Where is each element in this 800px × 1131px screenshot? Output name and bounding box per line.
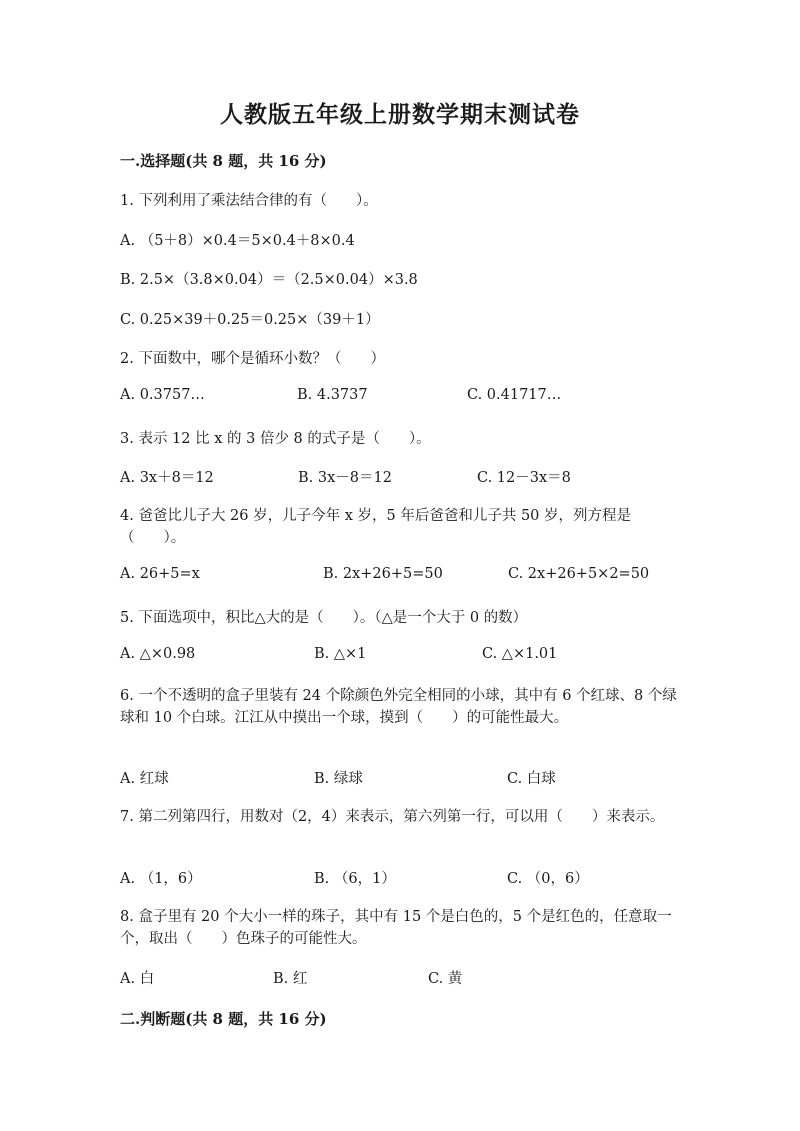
question-1-stem: 1. 下列利用了乘法结合律的有（ ）。 xyxy=(120,193,378,209)
question-7-stem: 7. 第二列第四行，用数对（2，4）来表示，第六列第一行，可以用（ ）来表示。 xyxy=(120,809,665,825)
question-4-options xyxy=(120,566,720,588)
question-5-stem: 5. 下面选项中，积比△大的是（ ）。（△是一个大于 0 的数） xyxy=(120,610,528,626)
question-4-stem: 4. 爸爸比儿子大 26 岁，儿子今年 x 岁，5 年后爸爸和儿子共 50 岁，列方程是（ ）。 xyxy=(120,508,632,546)
question-2-options xyxy=(120,387,720,409)
question-4-option-c: C. 2x+26+5×2=50 xyxy=(508,566,650,582)
question-6-stem: 6. 一个不透明的盒子里装有 24 个除颜色外完全相同的小球，其中有 6 个红球、8 个绿球和 10 个白球。江江从中摸出一个球，摸到（ ）的可能性最大。 xyxy=(120,688,677,726)
question-6-option-a: A. 红球 xyxy=(120,771,169,787)
question-3-option-c: C. 12－3x＝8 xyxy=(477,470,571,486)
question-5-option-a: A. △×0.98 xyxy=(120,646,196,662)
question-7-option-c: C. （0，6） xyxy=(507,871,589,887)
question-8-options xyxy=(120,967,720,989)
question-5-options xyxy=(120,646,720,668)
question-1-option-c: C. 0.25×39＋0.25＝0.25×（39＋1） xyxy=(120,312,380,328)
question-7-option-a: A. （1，6） xyxy=(120,871,202,887)
question-5-option-c: C. △×1.01 xyxy=(482,646,558,662)
question-8-option-c: C. 黄 xyxy=(428,971,463,987)
question-3-option-a: A. 3x＋8＝12 xyxy=(120,470,214,486)
question-8-option-a: A. 白 xyxy=(120,971,155,987)
question-5-option-b: B. △×1 xyxy=(314,646,367,662)
question-3-option-b: B. 3x－8＝12 xyxy=(298,470,392,486)
question-6-option-b: B. 绿球 xyxy=(314,771,363,787)
page-title: 人教版五年级上册数学期末测试卷 xyxy=(220,101,580,128)
question-2-option-a: A. 0.3757… xyxy=(120,387,205,403)
question-6-option-c: C. 白球 xyxy=(507,771,556,787)
question-4-option-b: B. 2x+26+5=50 xyxy=(323,566,443,582)
question-1-option-a: A. （5＋8）×0.4＝5×0.4＋8×0.4 xyxy=(120,233,355,249)
question-7-option-b: B. （6，1） xyxy=(314,871,396,887)
question-2-option-b: B. 4.3737 xyxy=(297,387,368,403)
question-2-option-c: C. 0.41717… xyxy=(467,387,562,403)
question-2-stem: 2. 下面数中，哪个是循环小数？（ ） xyxy=(120,351,385,367)
question-1-option-b: B. 2.5×（3.8×0.04）＝（2.5×0.04）×3.8 xyxy=(120,272,418,288)
question-7-options xyxy=(120,867,720,889)
question-6-options xyxy=(120,767,720,789)
question-3-stem: 3. 表示 12 比 x 的 3 倍少 8 的式子是（ ）。 xyxy=(120,431,431,447)
question-8-option-b: B. 红 xyxy=(273,971,308,987)
question-3-options xyxy=(120,466,720,488)
question-8-stem: 8. 盒子里有 20 个大小一样的珠子，其中有 15 个是白色的，5 个是红色的，任意取一个，取出（ ）色珠子的可能性大。 xyxy=(120,909,672,947)
question-4-option-a: A. 26+5=x xyxy=(120,566,200,582)
section-heading-judgement: 二.判断题(共 8 题，共 16 分) xyxy=(120,1010,327,1028)
section-heading-choice: 一.选择题(共 8 题，共 16 分) xyxy=(120,152,327,170)
